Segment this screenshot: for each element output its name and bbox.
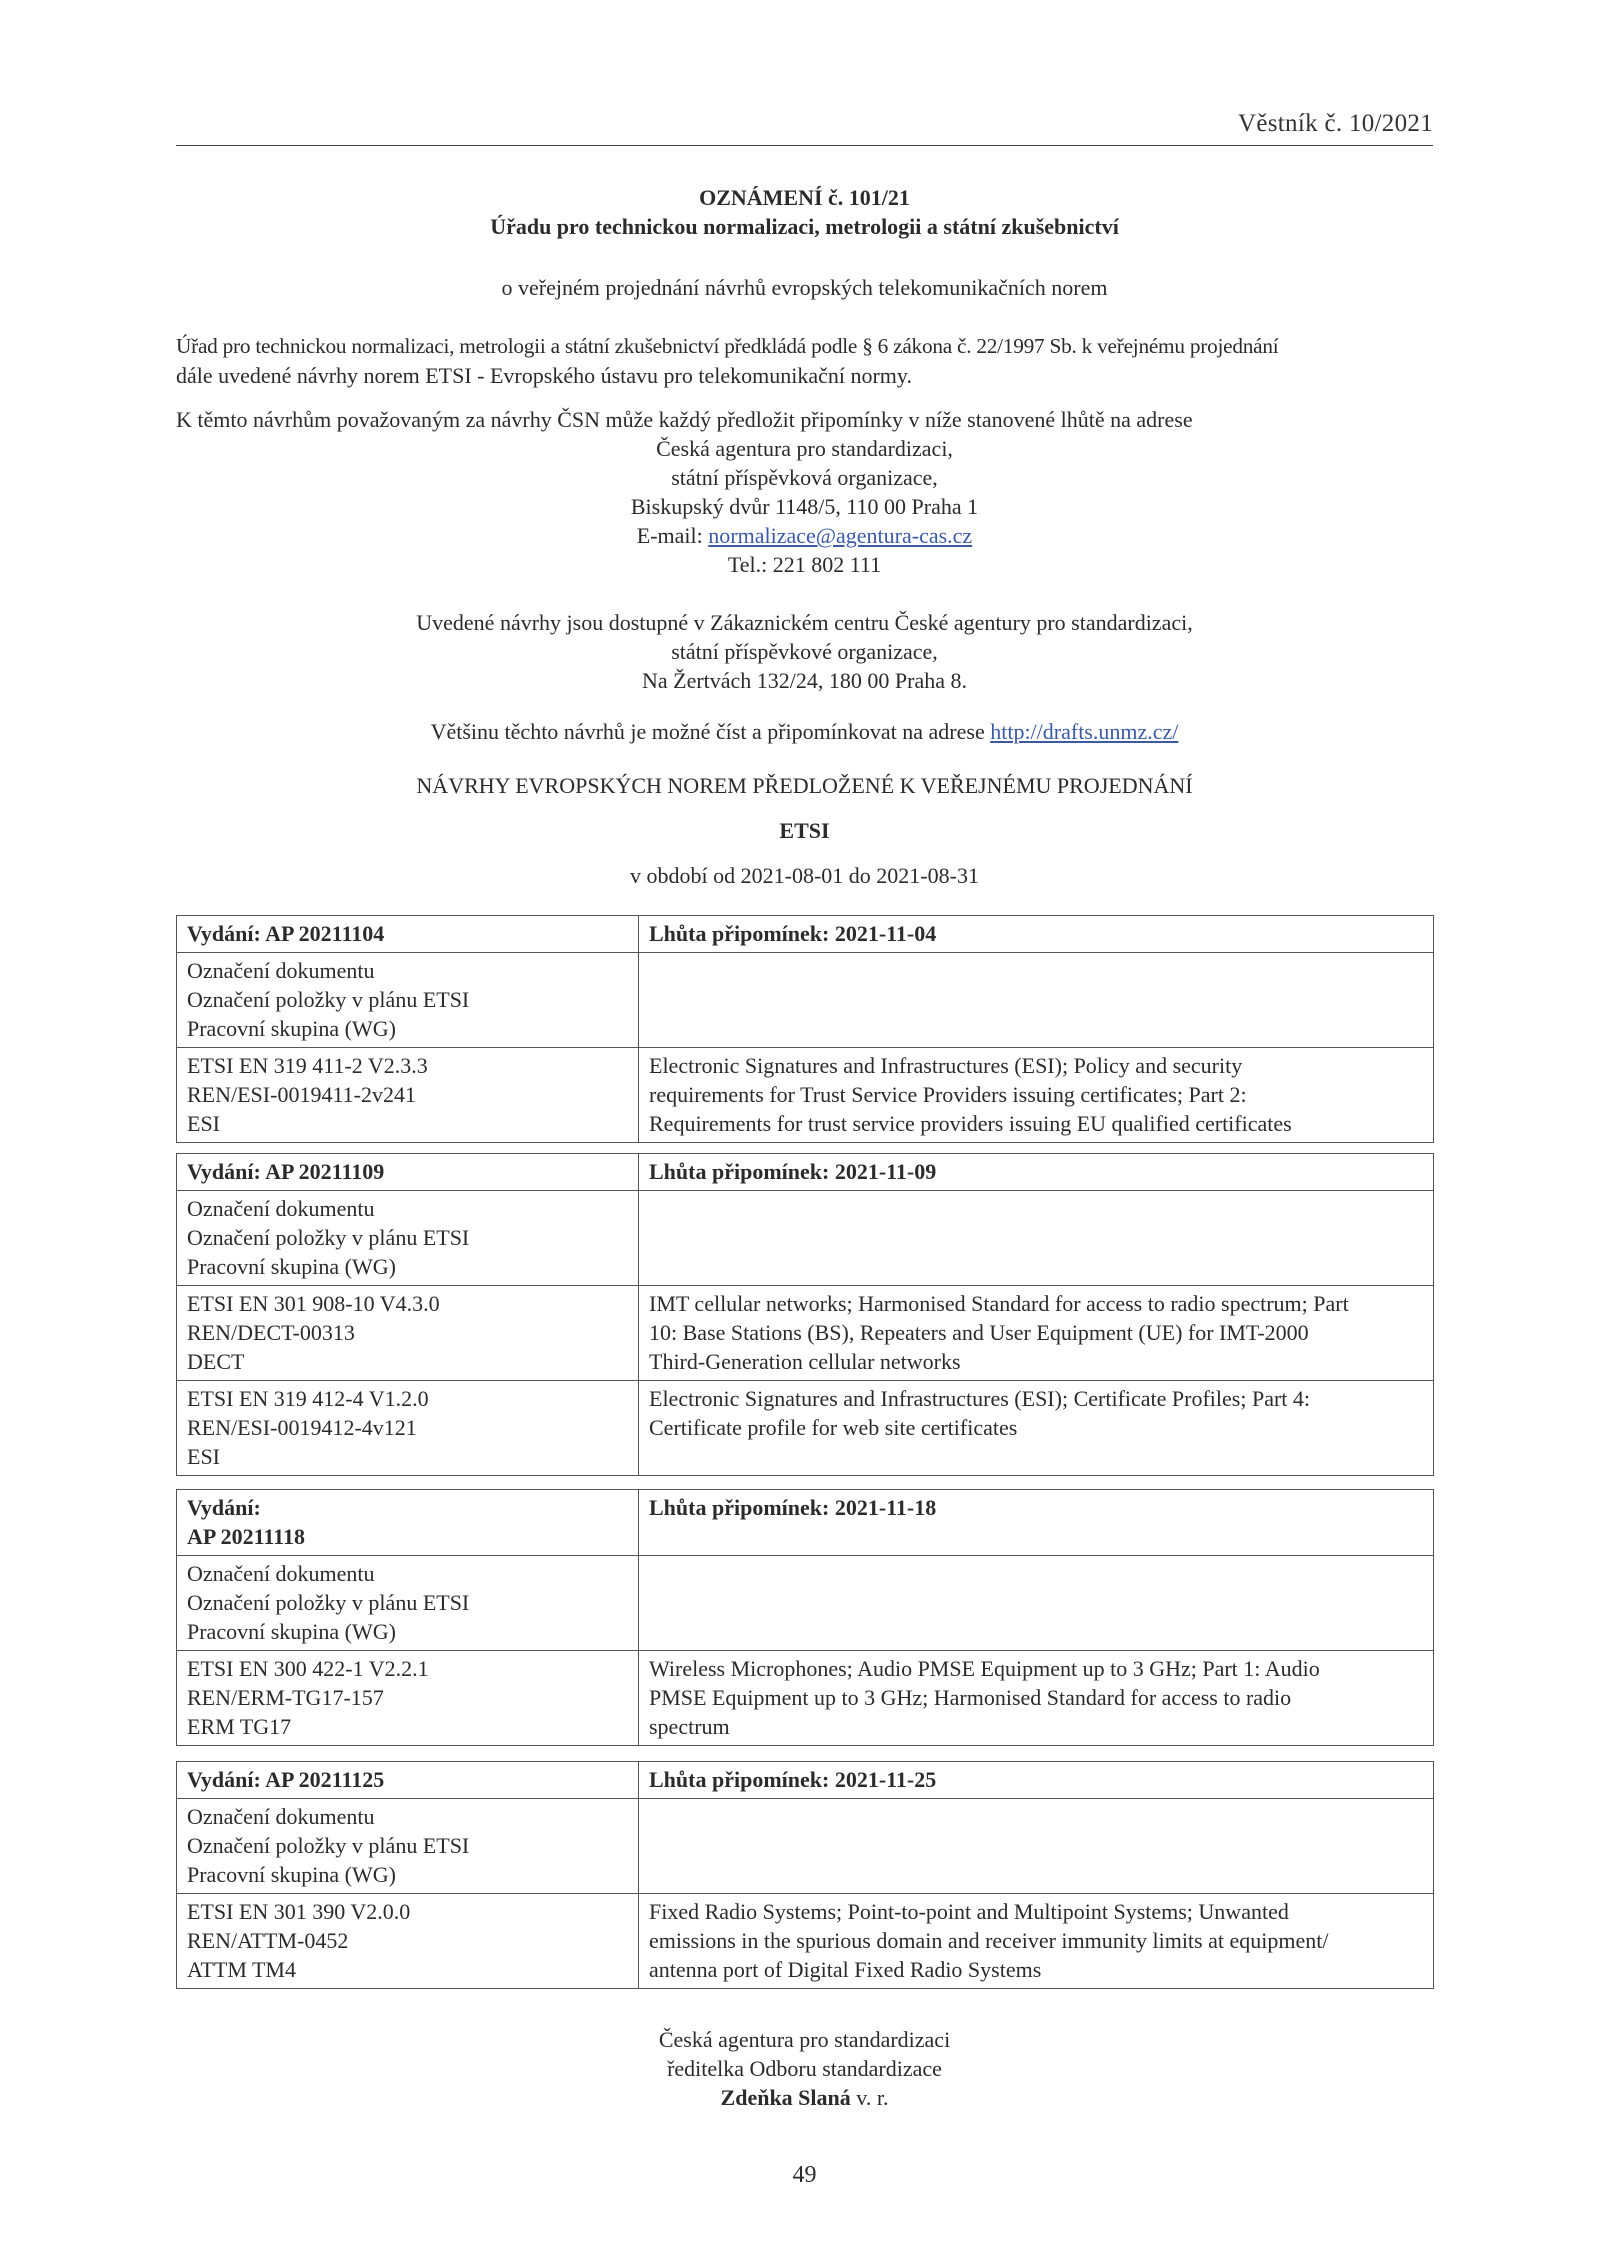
period-line: v období od 2021-08-01 do 2021-08-31	[630, 863, 979, 888]
table-header-row	[177, 1762, 1434, 1799]
legend-empty-cell	[639, 1799, 1434, 1894]
availability-line: státní příspěvkové organizace,	[671, 639, 938, 664]
issue-number: AP 20211118	[187, 1524, 305, 1549]
deadline-cell: Lhůta připomínek: 2021-11-04	[639, 916, 1434, 953]
title-line: 10: Base Stations (BS), Repeaters and User Equipment (UE) for IMT-2000	[649, 1320, 1309, 1345]
title-line: IMT cellular networks; Harmonised Standard for access to radio spectrum; Part	[649, 1291, 1349, 1316]
plan-ref: REN/ATTM-0452	[187, 1928, 349, 1953]
deadline-cell: Lhůta připomínek: 2021-11-25	[639, 1762, 1434, 1799]
email-line	[176, 521, 1433, 550]
title-line: Requirements for trust service providers issuing EU qualified certificates	[649, 1111, 1292, 1136]
online-paragraph	[176, 717, 1433, 746]
title-line: requirements for Trust Service Providers issuing certificates; Part 2:	[649, 1082, 1247, 1107]
item-title-cell	[639, 1048, 1434, 1143]
drafts-link[interactable]: http://drafts.unmz.cz/	[990, 719, 1179, 744]
signature-role: ředitelka Odboru standardizace	[667, 2056, 942, 2081]
issue-cell: Vydání: AP 20211125	[177, 1762, 639, 1799]
legend-line: Pracovní skupina (WG)	[187, 1016, 396, 1041]
intro-paragraph	[176, 332, 1433, 390]
doc-id: ETSI EN 301 908-10 V4.3.0	[187, 1291, 440, 1316]
table-row	[177, 1894, 1434, 1989]
legend-row	[177, 1191, 1434, 1286]
notice-subtitle: o veřejném projednání návrhů evropských telekomunikačních norem	[501, 275, 1108, 300]
legend-cell	[177, 1556, 639, 1651]
issue-cell: Vydání: AP 20211109	[177, 1154, 639, 1191]
title-line: Fixed Radio Systems; Point-to-point and Multipoint Systems; Unwanted	[649, 1899, 1289, 1924]
table-header-row	[177, 916, 1434, 953]
legend-row	[177, 953, 1434, 1048]
legend-line: Pracovní skupina (WG)	[187, 1862, 396, 1887]
table-row	[177, 1048, 1434, 1143]
legend-line: Označení položky v plánu ETSI	[187, 1590, 470, 1615]
item-title-cell	[639, 1381, 1434, 1476]
item-title-cell	[639, 1286, 1434, 1381]
table-header-row	[177, 1490, 1434, 1556]
item-title-cell	[639, 1894, 1434, 1989]
item-ids-cell	[177, 1048, 639, 1143]
phone-line: Tel.: 221 802 111	[727, 552, 882, 577]
availability-paragraph	[176, 608, 1433, 695]
doc-id: ETSI EN 300 422-1 V2.2.1	[187, 1656, 429, 1681]
notice-table	[176, 1489, 1434, 1746]
table-row	[177, 1286, 1434, 1381]
email-label: E-mail:	[636, 523, 709, 548]
legend-line: Označení dokumentu	[187, 958, 375, 983]
table-header-row	[177, 1154, 1434, 1191]
table-row	[177, 1381, 1434, 1476]
signature-name-line	[176, 2083, 1433, 2112]
doc-id: ETSI EN 319 412-4 V1.2.0	[187, 1386, 429, 1411]
comments-paragraph	[176, 405, 1433, 434]
issue-cell: Vydání: AP 20211104	[177, 916, 639, 953]
legend-cell	[177, 1799, 639, 1894]
intro-line: dále uvedené návrhy norem ETSI - Evropského ústavu pro telekomunikační normy.	[176, 363, 912, 388]
title-line: Third-Generation cellular networks	[649, 1349, 961, 1374]
online-text: Většinu těchto návrhů je možné číst a připomínkovat na adrese	[430, 719, 991, 744]
address-line: státní příspěvková organizace,	[671, 465, 938, 490]
issue-label: Vydání:	[187, 1495, 261, 1520]
item-title-cell	[639, 1651, 1434, 1746]
legend-cell	[177, 953, 639, 1048]
title-line: Electronic Signatures and Infrastructures (ESI); Policy and security	[649, 1053, 1243, 1078]
working-group: DECT	[187, 1349, 245, 1374]
availability-line: Na Žertvách 132/24, 180 00 Praha 8.	[641, 668, 968, 693]
working-group: ERM TG17	[187, 1714, 292, 1739]
title-line: spectrum	[649, 1714, 730, 1739]
address-line: Biskupský dvůr 1148/5, 110 00 Praha 1	[630, 494, 979, 519]
legend-line: Označení položky v plánu ETSI	[187, 987, 470, 1012]
signature-name: Zdeňka Slaná	[720, 2085, 851, 2110]
signature-block	[176, 2025, 1433, 2112]
title-line: emissions in the spurious domain and receiver immunity limits at equipment/	[649, 1928, 1329, 1953]
plan-ref: REN/ESI-0019412-4v121	[187, 1415, 417, 1440]
working-group: ATTM TM4	[187, 1957, 296, 1982]
legend-line: Označení dokumentu	[187, 1561, 375, 1586]
item-ids-cell	[177, 1286, 639, 1381]
legend-line: Označení dokumentu	[187, 1196, 375, 1221]
notice-title: OZNÁMENÍ č. 101/21	[699, 185, 910, 210]
legend-line: Označení položky v plánu ETSI	[187, 1225, 470, 1250]
title-line: antenna port of Digital Fixed Radio Systems	[649, 1957, 1042, 1982]
item-ids-cell	[177, 1381, 639, 1476]
legend-empty-cell	[639, 953, 1434, 1048]
legend-line: Označení dokumentu	[187, 1804, 375, 1829]
notice-table	[176, 1761, 1434, 1989]
title-line: Wireless Microphones; Audio PMSE Equipment up to 3 GHz; Part 1: Audio	[649, 1656, 1320, 1681]
deadline-cell: Lhůta připomínek: 2021-11-18	[639, 1490, 1434, 1556]
legend-row	[177, 1556, 1434, 1651]
working-group: ESI	[187, 1111, 220, 1136]
notice-table	[176, 1153, 1434, 1476]
signature-suffix: v. r.	[850, 2085, 889, 2110]
legend-line: Označení položky v plánu ETSI	[187, 1833, 470, 1858]
doc-id: ETSI EN 319 411-2 V2.3.3	[187, 1053, 428, 1078]
submission-address	[176, 434, 1433, 579]
doc-id: ETSI EN 301 390 V2.0.0	[187, 1899, 411, 1924]
list-heading: NÁVRHY EVROPSKÝCH NOREM PŘEDLOŽENÉ K VEŘEJNÉMU PROJEDNÁNÍ	[416, 773, 1193, 798]
issue-cell	[177, 1490, 639, 1556]
plan-ref: REN/DECT-00313	[187, 1320, 355, 1345]
address-line: Česká agentura pro standardizaci,	[656, 436, 953, 461]
working-group: ESI	[187, 1444, 220, 1469]
page-number: 49	[792, 2162, 817, 2188]
legend-cell	[177, 1191, 639, 1286]
table-row	[177, 1651, 1434, 1746]
intro-line: Úřad pro technickou normalizaci, metrologii a státní zkušebnictví předkládá podle § 6 zákona č. 22/1997 Sb. k veřejnému projednání	[176, 334, 1279, 358]
legend-empty-cell	[639, 1556, 1434, 1651]
plan-ref: REN/ERM-TG17-157	[187, 1685, 384, 1710]
item-ids-cell	[177, 1651, 639, 1746]
org-heading: ETSI	[779, 818, 830, 843]
legend-line: Pracovní skupina (WG)	[187, 1619, 396, 1644]
legend-line: Pracovní skupina (WG)	[187, 1254, 396, 1279]
email-link[interactable]: normalizace@agentura-cas.cz	[708, 523, 973, 548]
deadline-cell: Lhůta připomínek: 2021-11-09	[639, 1154, 1434, 1191]
legend-empty-cell	[639, 1191, 1434, 1286]
title-line: Electronic Signatures and Infrastructures (ESI); Certificate Profiles; Part 4:	[649, 1386, 1311, 1411]
plan-ref: REN/ESI-0019411-2v241	[187, 1082, 416, 1107]
title-line: Certificate profile for web site certificates	[649, 1415, 1018, 1440]
comments-intro: K těmto návrhům považovaným za návrhy ČSN může každý předložit připomínky v níže stanovené lhůtě na adrese	[176, 407, 1193, 432]
running-header: Věstník č. 10/2021	[1238, 110, 1433, 137]
signature-org: Česká agentura pro standardizaci	[658, 2027, 951, 2052]
item-ids-cell	[177, 1894, 639, 1989]
notice-table	[176, 915, 1434, 1143]
legend-row	[177, 1799, 1434, 1894]
notice-authority: Úřadu pro technickou normalizaci, metrologii a státní zkušebnictví	[490, 214, 1119, 239]
header-rule	[176, 145, 1433, 146]
title-line: PMSE Equipment up to 3 GHz; Harmonised Standard for access to radio	[649, 1685, 1292, 1710]
availability-line: Uvedené návrhy jsou dostupné v Zákaznickém centru České agentury pro standardizaci,	[416, 610, 1193, 635]
